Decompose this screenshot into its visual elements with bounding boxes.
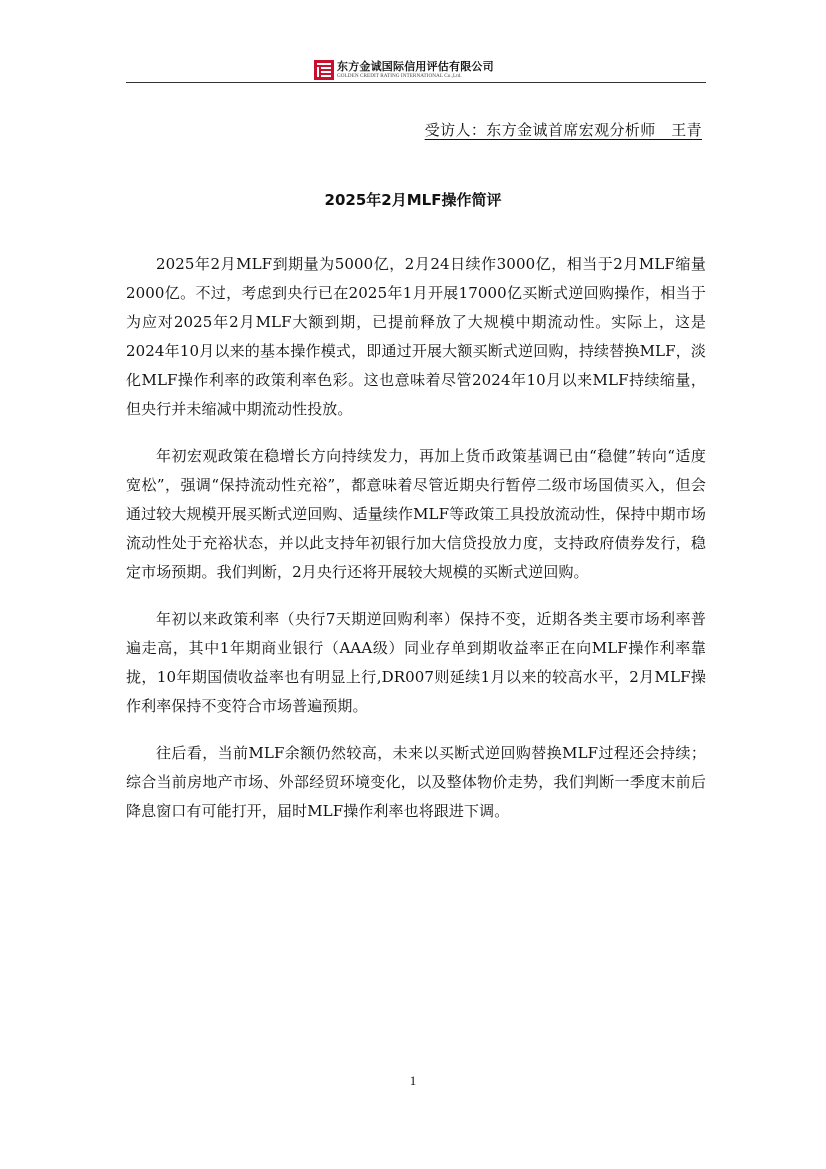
page-number: 1 bbox=[409, 1073, 417, 1088]
company-name-en: GOLDEN CREDIT RATING INTERNATIONAL Co.,Ltd. bbox=[337, 72, 462, 79]
document-body bbox=[126, 250, 706, 844]
document-title: 2025年2月MLF操作简评 bbox=[324, 191, 502, 209]
company-logo bbox=[314, 60, 494, 80]
paragraph-4: 往后看，当前MLF余额仍然较高，未来以买断式逆回购替换MLF过程还会持续；综合当前房地产市场、外部经贸环境变化，以及整体物价走势，我们判断一季度末前后降息窗口有可能打开，届时MLF操作利率也将跟进下调。 bbox=[126, 744, 706, 820]
paragraph-1: 2025年2月MLF到期量为5000亿，2月24日续作3000亿，相当于2月MLF缩量2000亿。不过，考虑到央行已在2025年1月开展17000亿买断式逆回购操作，相当于为应对2025年2月MLF大额到期，已提前释放了大规模中期流动性。实际上，这是2024年10月以来的基本操作模式，即通过开展大额买断式逆回购，持续替换MLF，淡化MLF操作利率的政策利率色彩。这也意味着尽管2024年10月以来MLF持续缩量，但央行并未缩减中期流动性投放。 bbox=[126, 255, 706, 418]
paragraph-2: 年初宏观政策在稳增长方向持续发力，再加上货币政策基调已由“稳健”转向“适度宽松”，强调“保持流动性充裕”，都意味着尽管近期央行暂停二级市场国债买入，但会通过较大规模开展买断式逆回购、适量续作MLF等政策工具投放流动性，保持中期市场流动性处于充裕状态，并以此支持年初银行加大信贷投放力度，支持政府债券发行，稳定市场预期。我们判断，2月央行还将开展较大规模的买断式逆回购。 bbox=[126, 447, 706, 581]
header-divider bbox=[126, 82, 706, 83]
paragraph-3: 年初以来政策利率（央行7天期逆回购利率）保持不变，近期各类主要市场利率普遍走高，其中1年期商业银行（AAA级）同业存单到期收益率正在向MLF操作利率靠拢，10年期国债收益率也有明显上行,DR007则延续1月以来的较高水平，2月MLF操作利率保持不变符合市场普遍预期。 bbox=[126, 610, 706, 715]
page-header bbox=[126, 58, 706, 84]
company-name-cn: 东方金诚国际信用评估有限公司 bbox=[337, 59, 494, 73]
company-logo-icon bbox=[314, 60, 334, 80]
interviewee-line: 受访人：东方金诚首席宏观分析师 王青 bbox=[424, 121, 702, 139]
